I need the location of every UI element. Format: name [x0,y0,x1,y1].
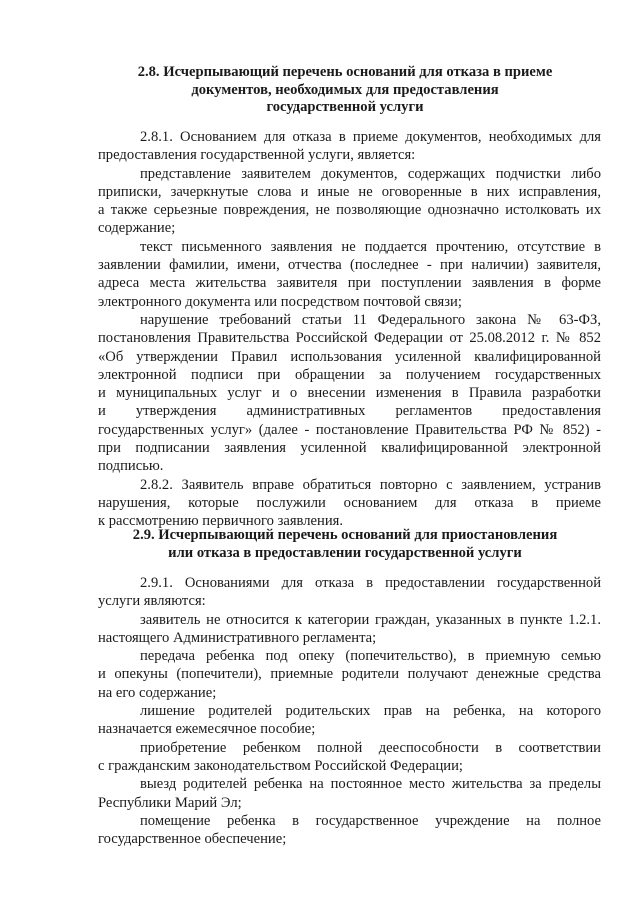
text-line: подписью. [98,458,164,475]
text-line: приписки, зачеркнутые слова и иные не оговоренные в них исправления, [98,183,601,200]
text-line: заявитель не относится к категории граждан, указанных в пункте 1.2.1. [140,611,601,628]
text-line: содержание; [98,220,176,237]
text-line: к рассмотрению первичного заявления. [98,513,344,530]
text-line: при подписании заявления усиленной квалифицированной электронной [98,440,601,457]
text-line: и опекуны (попечители), приемные родители получают денежные средства [98,666,601,683]
text-line: текст письменного заявления не поддается прочтению, отсутствие в [140,238,601,255]
text-line: услуги являются: [98,593,206,610]
section-2-9-title-line: 2.9. Исчерпывающий перечень оснований для приостановления [132,527,558,543]
text-line: электронной подписи при обращении за получением государственных [98,366,601,383]
text-line: нарушение требований статьи 11 Федерального закона № 63-ФЗ, [140,311,601,328]
text-line: государственных услуг» (далее - постановление Правительства РФ № 852) - [98,421,601,438]
section-2-8-title-line: документов, необходимых для предоставления [191,81,499,98]
text-line: назначается ежемесячное пособие; [98,721,316,738]
text-line: с гражданским законодательством Российской Федерации; [98,757,463,774]
text-line: передача ребенка под опеку (попечительство), в приемную семью [140,648,601,665]
text-line: «Об утверждении Правил использования усиленной квалифицированной [98,348,601,365]
text-line: на его содержание; [98,684,217,701]
text-line: лишение родителей родительских прав на ребенка, на которого [140,703,601,720]
section-2-8-title-line: государственной услуги [266,99,424,115]
text-line: адреса места жительства заявителя при поступлении заявления в форме [98,275,601,292]
text-line: нарушения, которые послужили основанием для отказа в приеме [98,494,601,511]
section-2-8-body [98,128,601,531]
section-2-9-body [98,574,601,848]
text-line: а также серьезные повреждения, не позволяющие однозначно истолковать их [98,202,601,219]
text-line: настоящего Административного регламента; [98,629,377,646]
text-line: 2.9.1. Основаниями для отказа в предоставлении государственной [140,575,601,591]
text-line: постановления Правительства Российской Федерации от 25.08.2012 г. № 852 [98,330,601,347]
text-line: предоставления государственной услуги, является: [98,147,416,164]
text-line: и муниципальных услуг и о внесении изменения в Правила разработки [98,385,601,402]
text-line: заявлении фамилии, имени, отчества (последнее - при наличии) заявителя, [98,257,601,274]
section-2-9-title [90,527,600,562]
text-line: помещение ребенка в государственное учреждение на полное [140,812,601,829]
text-line: 2.8.2. Заявитель вправе обратиться повторно с заявлением, устранив [140,476,601,493]
text-line: 2.8.1. Основанием для отказа в приеме документов, необходимых для [140,129,601,145]
section-2-8-title-line: 2.8. Исчерпывающий перечень оснований для отказа в приеме [137,64,553,80]
section-2-8-title [90,64,600,117]
text-line: и утверждения административных регламентов предоставления [98,403,601,420]
text-line: Республики Марий Эл; [98,794,242,811]
text-line: государственное обеспечение; [98,831,287,848]
text-line: электронного документа или посредством почтовой связи; [98,293,462,310]
text-line: приобретение ребенком полной дееспособности в соответствии [140,739,601,756]
section-2-9-title-line: или отказа в предоставлении государственной услуги [168,544,522,561]
text-line: выезд родителей ребенка на постоянное место жительства за пределы [140,776,601,793]
text-line: представление заявителем документов, содержащих подчистки либо [140,165,601,182]
